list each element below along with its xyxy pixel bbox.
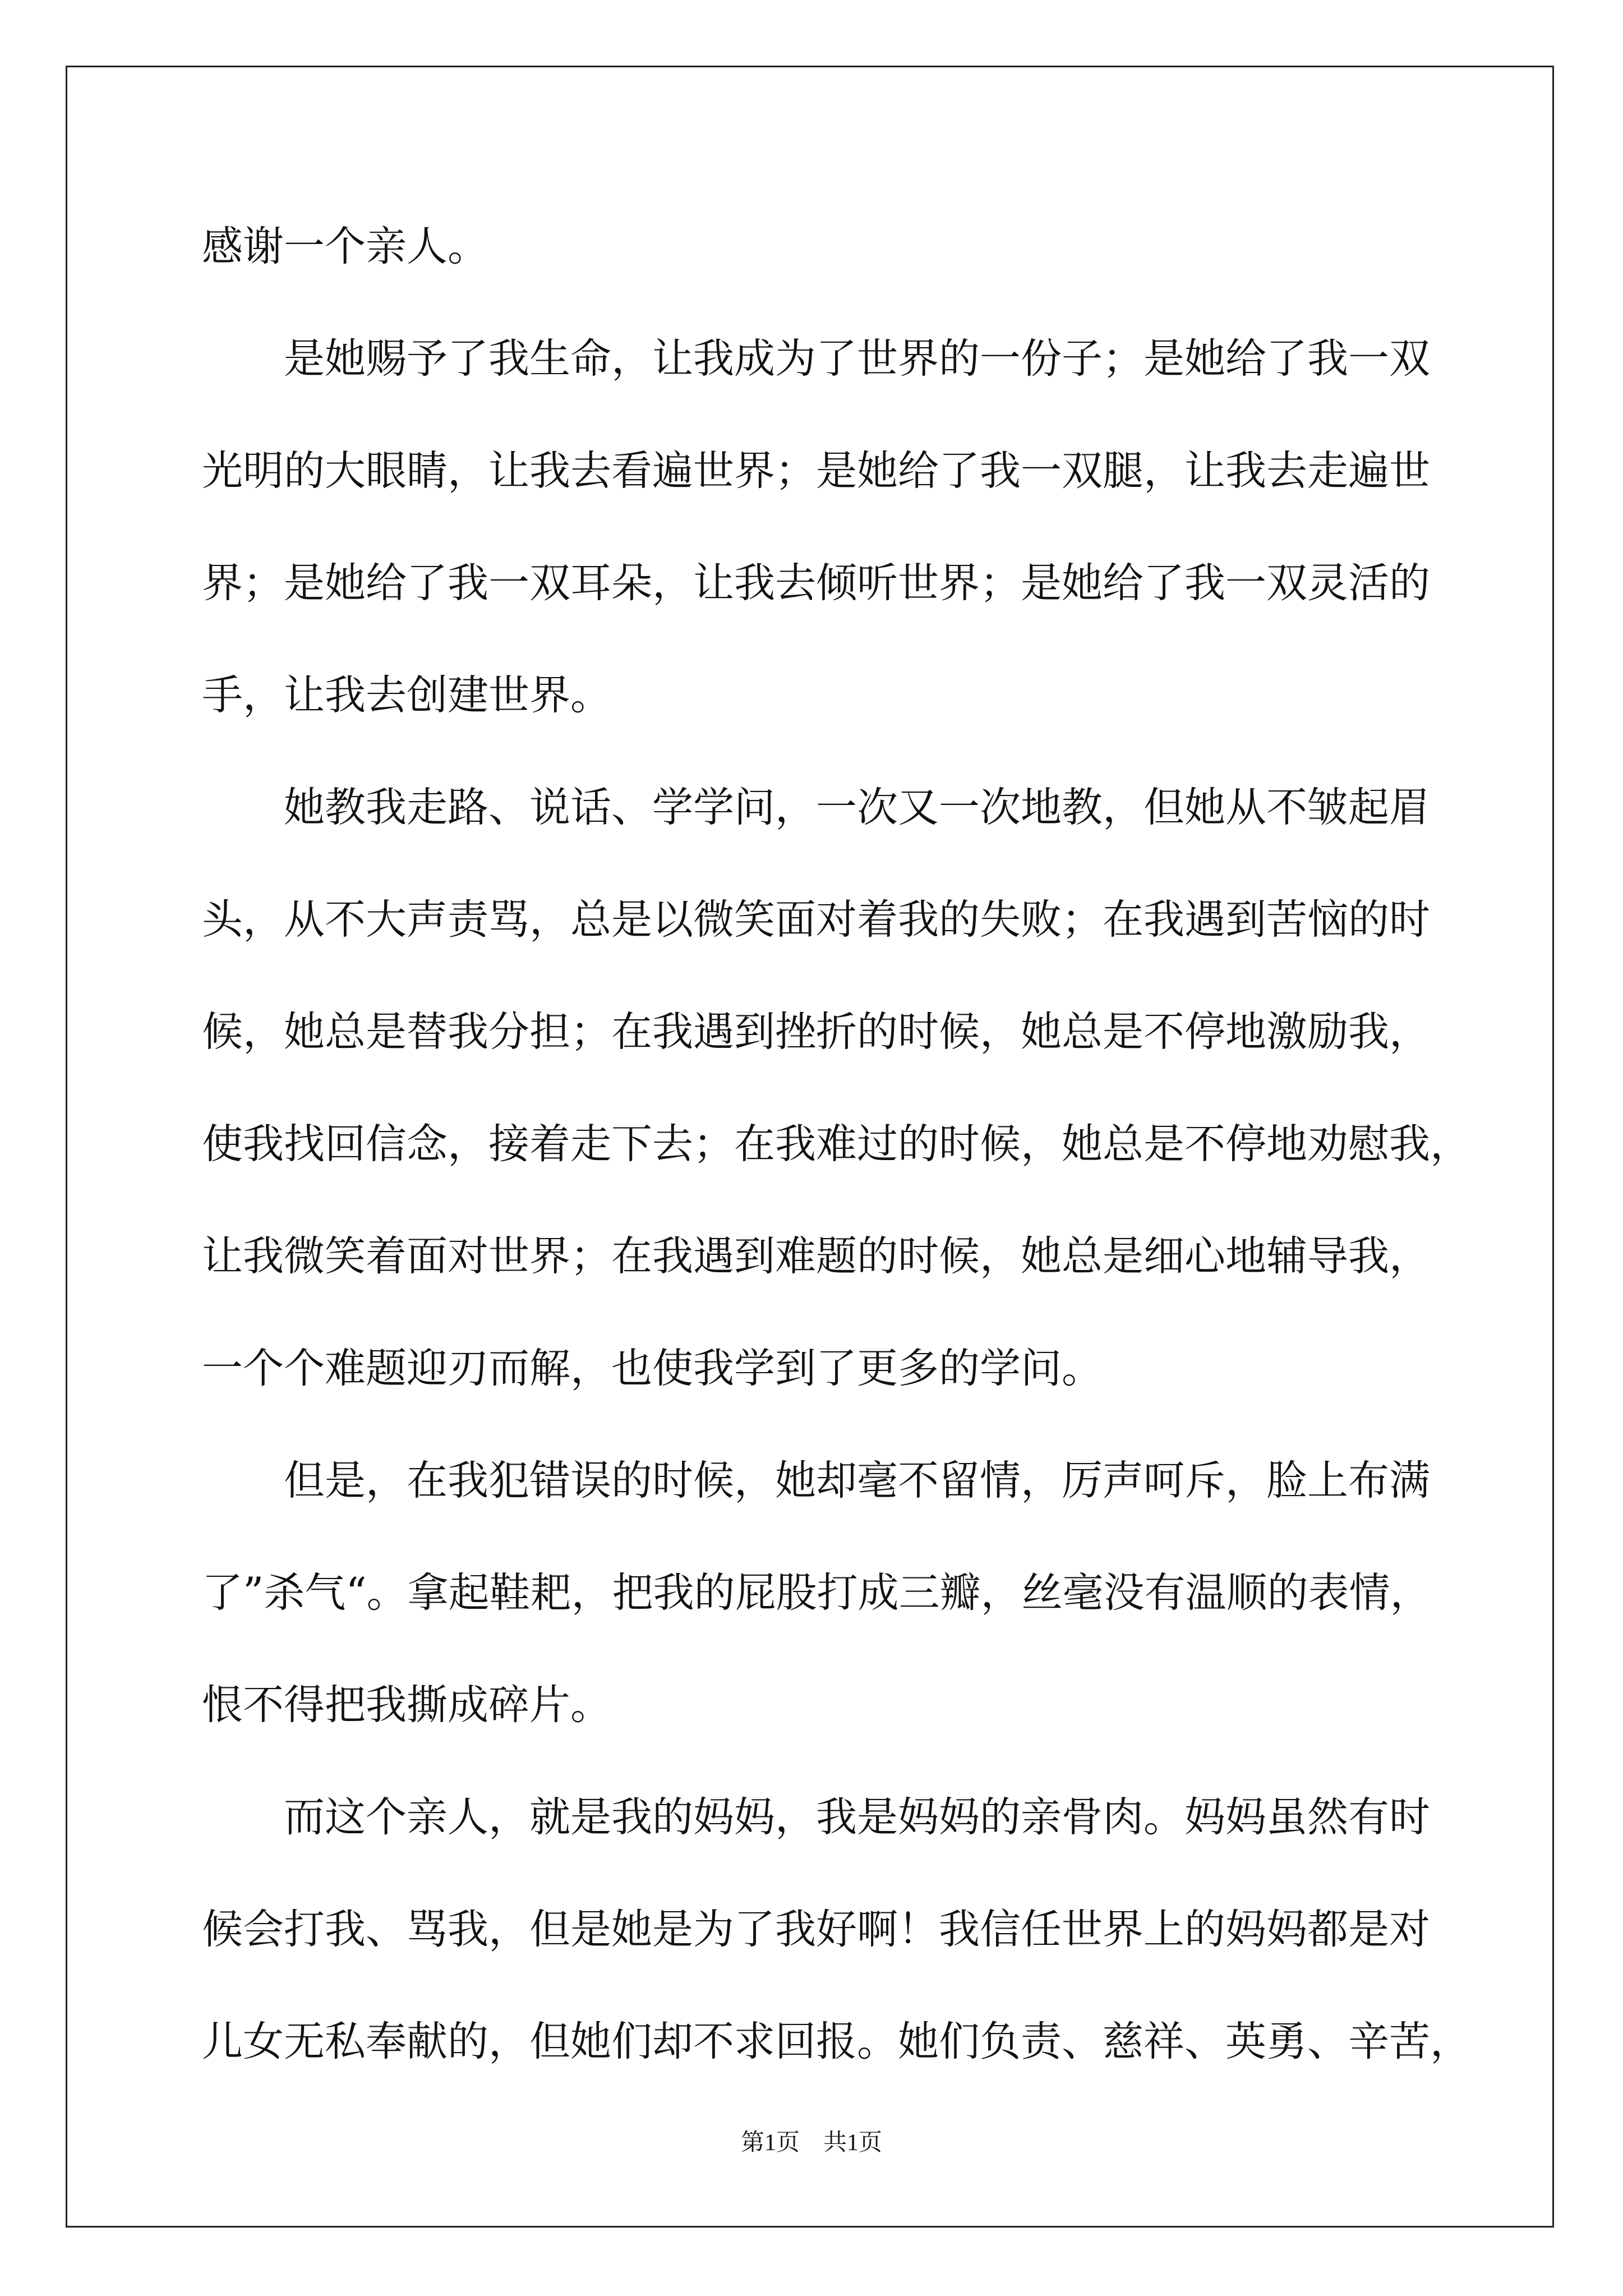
text-line: 感谢一个亲人。: [202, 223, 488, 270]
paragraph-start-line: 是她赐予了我生命，让我成为了世界的一份子；是她给了我一双: [284, 335, 1430, 383]
paragraph-start-line: 她教我走路、说话、学学问，一次又一次地教，但她从不皱起眉: [284, 784, 1430, 831]
paragraph-start-line: 而这个亲人，就是我的妈妈，我是妈妈的亲骨肉。妈妈虽然有时: [284, 1793, 1430, 1841]
text-line: 手，让我去创建世界。: [202, 671, 611, 719]
text-line: 恨不得把我撕成碎片。: [202, 1681, 611, 1729]
text-line: 了”杀气“。拿起鞋耙，把我的屁股打成三瓣，丝毫没有温顺的表情，: [202, 1569, 1431, 1617]
text-line: 让我微笑着面对世界；在我遇到难题的时候，她总是细心地辅导我，: [202, 1232, 1430, 1280]
text-line: 界；是她给了我一双耳朵，让我去倾听世界；是她给了我一双灵活的: [202, 559, 1430, 607]
text-line: 头，从不大声责骂，总是以微笑面对着我的失败；在我遇到苦恼的时: [202, 896, 1430, 944]
document-body: [202, 191, 1471, 2098]
text-line: 一个个难题迎刃而解，也使我学到了更多的学问。: [202, 1345, 1103, 1392]
text-line: 候，她总是替我分担；在我遇到挫折的时候，她总是不停地激励我，: [202, 1008, 1430, 1056]
page-number-footer: 第1页 共1页: [740, 2130, 882, 2156]
text-line: 候会打我、骂我，但是她是为了我好啊！我信任世界上的妈妈都是对: [202, 1906, 1430, 1953]
text-line: 光明的大眼睛，让我去看遍世界；是她给了我一双腿，让我去走遍世: [202, 447, 1430, 495]
paragraph-start-line: 但是，在我犯错误的时候，她却毫不留情，厉声呵斥，脸上布满: [284, 1457, 1430, 1504]
text-line: 儿女无私奉献的，但她们却不求回报。她们负责、慈祥、英勇、辛苦，: [202, 2018, 1471, 2065]
text-line: 使我找回信念，接着走下去；在我难过的时候，她总是不停地劝慰我，: [202, 1120, 1471, 1168]
